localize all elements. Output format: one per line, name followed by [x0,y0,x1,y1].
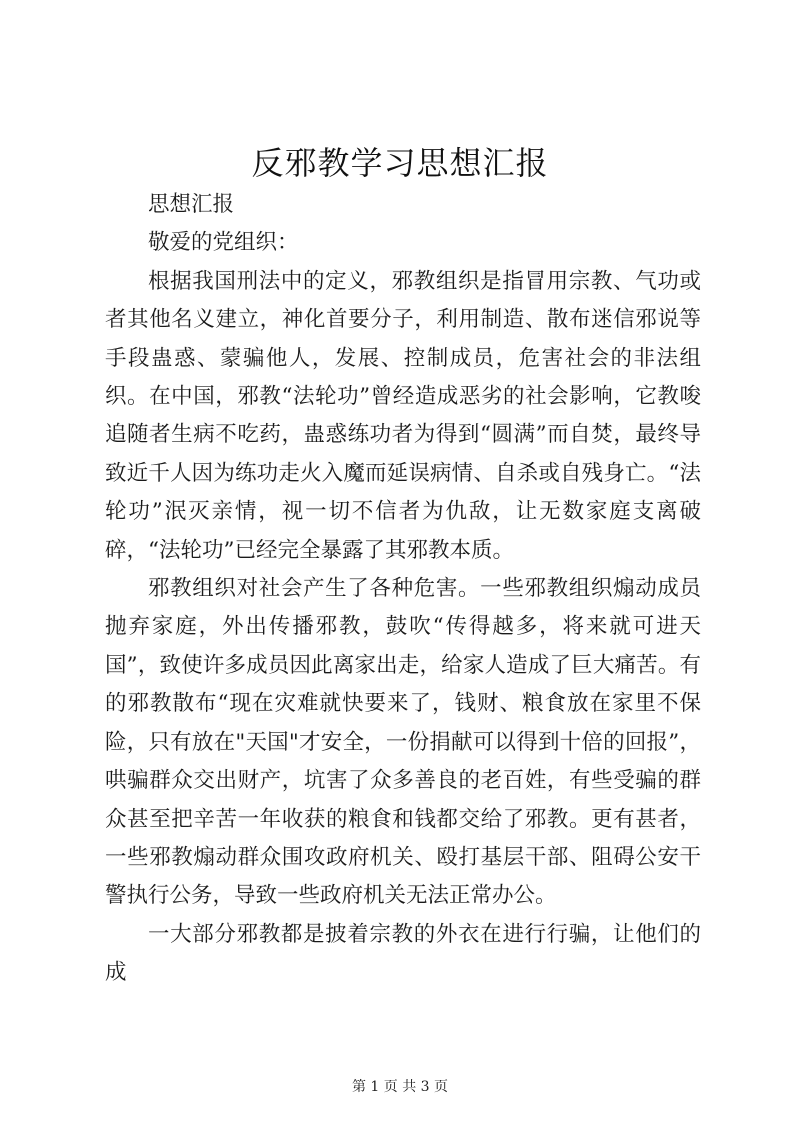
paragraph-harms: 邪教组织对社会产生了各种危害。一些邪教组织煽动成员抛弃家庭，外出传播邪教，鼓吹“传得越多，将来就可进天国”，致使许多成员因此离家出走，给家人造成了巨大痛苦。有的邪教散布“现在灾难就快要来了，钱财、粮食放在家里不保险，只有放在"天国"才安全，一份捐献可以得到十倍的回报”，哄骗群众交出财产，坑害了众多善良的老百姓，有些受骗的群众甚至把辛苦一年收获的粮食和钱都交给了邪教。更有甚者，一些邪教煽动群众围攻政府机关、殴打基层干部、阻碍公安干警执行公务，导致一些政府机关无法正常办公。 [105,576,701,909]
document-title: 反邪教学习思想汇报 [251,144,549,182]
document-body [105,186,701,993]
page-number-footer: 第 1 页 共 3 页 [351,1079,449,1095]
paragraph-definition: 根据我国刑法中的定义，邪教组织是指冒用宗教、气功或者其他名义建立，神化首要分子，利用制造、散布迷信邪说等手段蛊惑、蒙骗他人，发展、控制成员，危害社会的非法组织。在中国，邪教“法轮功”曾经造成恶劣的社会影响，它教唆追随者生病不吃药，蛊惑练功者为得到“圆满”而自焚，最终导致近千人因为练功走火入魔而延误病情、自杀或自残身亡。“法轮功”泯灭亲情，视一切不信者为仇敌，让无数家庭支离破碎，“法轮功”已经完全暴露了其邪教本质。 [105,268,701,563]
paragraph-heading: 思想汇报 [148,192,235,217]
paragraph-continued: 一大部分邪教都是披着宗教的外衣在进行行骗，让他们的成 [105,921,701,986]
paragraph-salutation: 敬爱的党组织： [148,230,299,256]
